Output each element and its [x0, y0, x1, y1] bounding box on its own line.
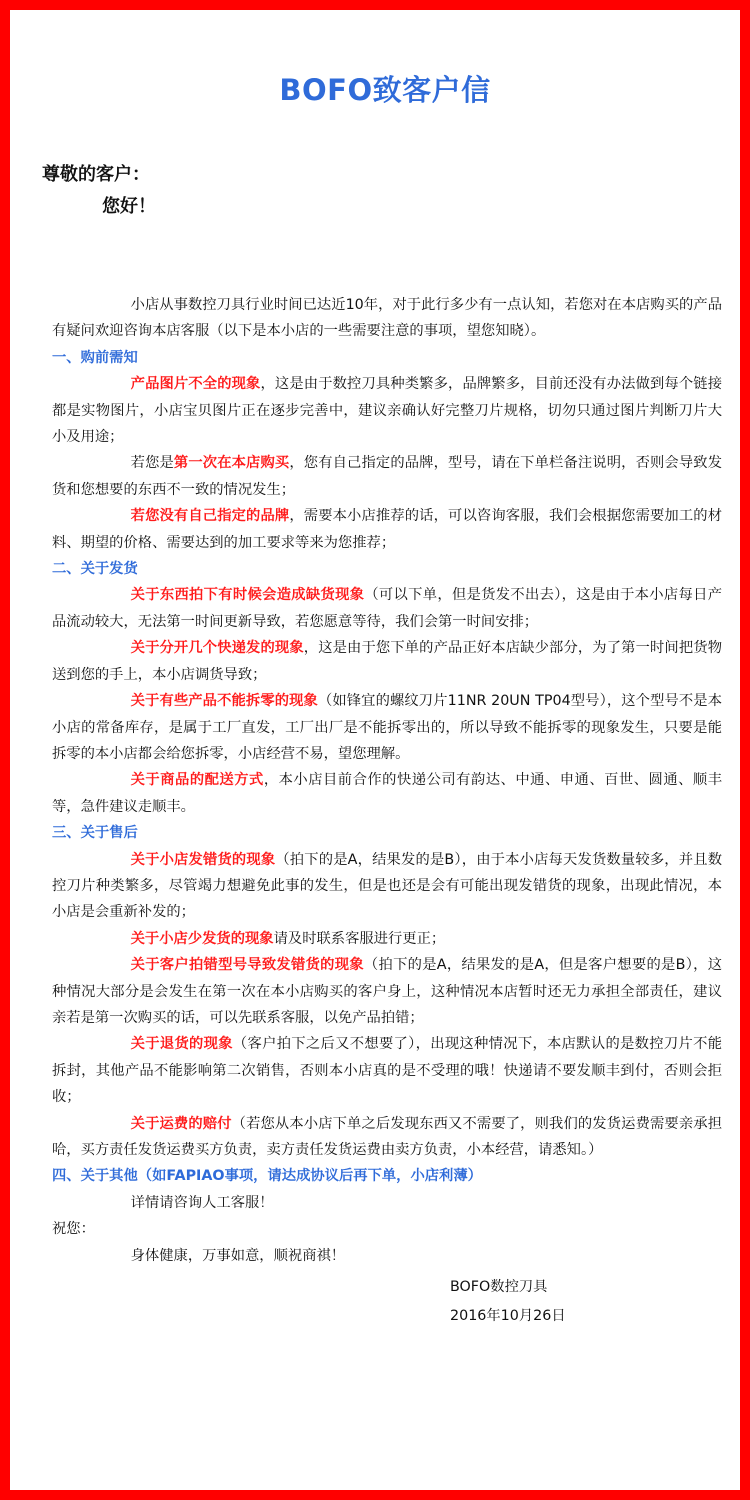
body-text: （拍下的是A，结果发的是B），由于本小店每天发货数量较多，并且数控刀片种类繁多，尽管竭力想避免此事的发生，但是也还是会有可能出现发错货的现象，出现此情况，本小店是会重新补发的；	[52, 851, 722, 921]
body-text: ，需要本小店推荐的话，可以咨询客服，我们会根据您需要加工的材料、期望的价格、需要达到的加工要求等来为您推荐；	[52, 508, 723, 551]
body-text: （若您从本小店下单之后发现东西又不需要了，则我们的发货运费需要亲承担哈，买方责任发货运费买方负责，卖方责任发货运费由卖方负责，小本经营，请悉知。）	[52, 1115, 723, 1158]
highlight-text: 若您没有自己指定的品牌	[130, 508, 290, 525]
salutation: 尊敬的客户：	[42, 164, 150, 185]
paragraph	[52, 450, 722, 503]
intro-paragraph: 小店从事数控刀具行业时间已达近10年，对于此行多少有一点认知，若您对在本店购买的产品有疑问欢迎咨询本店客服（以下是本小店的一些需要注意的事项，望您知晓）。	[52, 297, 722, 340]
paragraph	[52, 635, 722, 688]
paragraph	[52, 688, 722, 767]
body-text: ，这是由于您下单的产品正好本店缺少部分，为了第一时间把货物送到您的手上，本小店调货导致；	[52, 640, 723, 683]
closing-wish: 祝您：	[52, 1221, 95, 1238]
section-heading-after-sales: 三、关于售后	[52, 825, 138, 842]
body-text: （拍下的是A，结果发的是A，但是客户想要的是B），这种情况大部分是会发生在第一次在本小店购买的客户身上，这种情况本店暂时还无力承担全部责任，建议亲若是第一次购买的话，可以先联系客服，以免产品拍错；	[52, 957, 723, 1026]
paragraph	[52, 371, 722, 450]
section-heading-other: 四、关于其他（如FAPIAO事项，请达成协议后再下单，小店利薄）	[52, 1168, 482, 1185]
paragraph	[52, 1031, 722, 1110]
highlight-text: 关于小店发错货的现象	[130, 851, 276, 868]
paragraph	[52, 767, 722, 820]
paragraph	[52, 926, 722, 952]
salutation-hello: 您好！	[102, 196, 156, 217]
letter-body	[52, 292, 722, 1330]
paragraph	[52, 952, 722, 1031]
date: 2016年10月26日	[450, 1308, 566, 1325]
highlight-text: 关于客户拍错型号导致发错货的现象	[130, 957, 364, 974]
highlight-text: 关于小店少发货的现象	[130, 930, 274, 947]
highlight-text: 第一次在本店购买	[173, 455, 290, 472]
body-text: （客户拍下之后又不想要了），出现这种情况下，本店默认的是数控刀片不能拆封，其他产品不能影响第二次销售，否则本小店真的是不受理的哦！快递请不要发顺丰到付，否则会拒收；	[52, 1036, 723, 1106]
paragraph	[52, 847, 722, 926]
highlight-text: 关于商品的配送方式	[130, 772, 264, 789]
paragraph	[52, 1111, 722, 1164]
highlight-text: 产品图片不全的现象	[130, 376, 261, 393]
section-heading-pre-purchase: 一、购前需知	[52, 349, 138, 366]
paragraph: 详情请咨询人工客服！	[130, 1194, 274, 1211]
body-text: ，您有自己指定的品牌，型号，请在下单栏备注说明，否则会导致发货和您想要的东西不一致的情况发生；	[52, 455, 723, 498]
paragraph	[52, 582, 722, 635]
paragraph	[52, 503, 722, 556]
body-text: （可以下单，但是货发不出去），这是由于本小店每日产品流动较大，无法第一时间更新导致，若您愿意等待，我们会第一时间安排；	[52, 587, 722, 630]
page-title: BOFO致客户信	[279, 73, 491, 107]
highlight-text: 关于退货的现象	[130, 1036, 233, 1053]
body-text: ，这是由于数控刀具种类繁多，品牌繁多，目前还没有办法做到每个链接都是实物图片，小店宝贝图片正在逐步完善中，建议亲确认好完整刀片规格，切勿只通过图片判断刀片大小及用途；	[52, 376, 723, 446]
highlight-text: 关于分开几个快递发的现象	[130, 640, 304, 657]
body-text: 若您是	[130, 455, 174, 472]
highlight-text: 关于有些产品不能拆零的现象	[130, 693, 318, 710]
highlight-text: 关于东西拍下有时候会造成缺货现象	[130, 587, 365, 604]
body-text: （如锋宜的螺纹刀片11NR 20UN TP04型号），这个型号不是本小店的常备库存，是属于工厂直发，工厂出厂是不能拆零出的，所以导致不能拆零的现象发生，只要是能拆零的本小店都会给您拆零，小店经营不易，望您理解。	[52, 693, 723, 762]
body-text: ，本小店目前合作的快递公司有韵达、中通、申通、百世、圆通、顺丰等，急件建议走顺丰。	[52, 772, 723, 815]
body-text: 请及时联系客服进行更正；	[273, 930, 446, 947]
signature: BOFO数控刀具	[450, 1279, 548, 1296]
section-heading-shipping: 二、关于发货	[52, 561, 138, 578]
closing-blessing: 身体健康，万事如意，顺祝商祺！	[130, 1247, 346, 1264]
highlight-text: 关于运费的赔付	[130, 1115, 232, 1132]
